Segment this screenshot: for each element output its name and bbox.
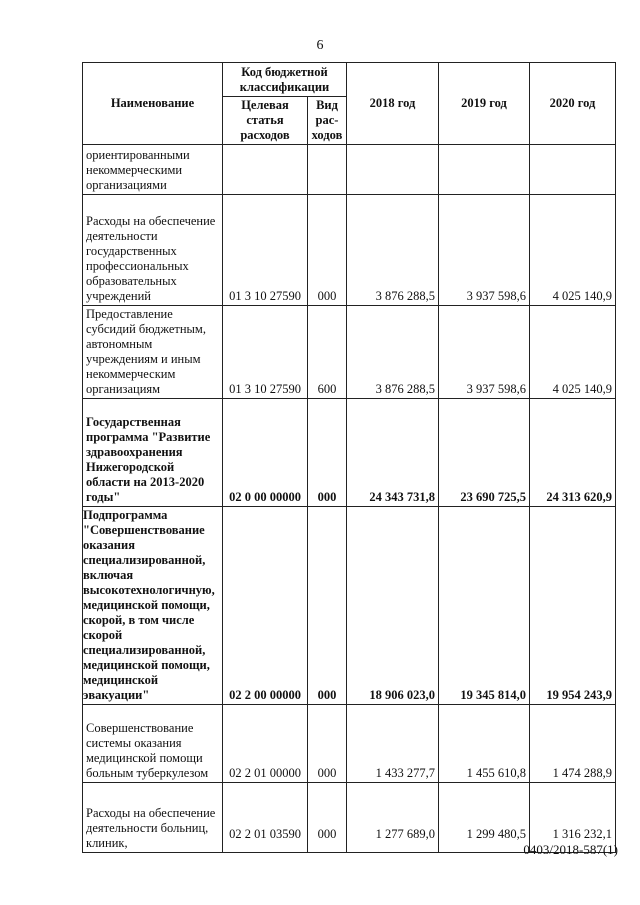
table-row xyxy=(83,399,616,507)
header-2018: 2018 год xyxy=(347,63,439,145)
row-target-article: 02 0 00 00000 xyxy=(223,399,308,507)
row-name: Подпрограмма "Совершенствование оказания специализированной, включая высокотехнологичную, медицинской помощи, скорой, в том числе скорой специализированной, медицинской помощи, медицинской эвакуации" xyxy=(83,507,223,705)
row-value-2018 xyxy=(347,145,439,195)
row-value-2020: 4 025 140,9 xyxy=(530,306,616,399)
row-target-article: 02 2 01 03590 xyxy=(223,783,308,853)
row-value-2018: 1 277 689,0 xyxy=(347,783,439,853)
table-row xyxy=(83,195,616,306)
row-value-2019: 1 455 610,8 xyxy=(439,705,530,783)
row-target-article: 02 2 01 00000 xyxy=(223,705,308,783)
row-expense-type: 000 xyxy=(308,195,347,306)
row-value-2019: 3 937 598,6 xyxy=(439,306,530,399)
document-code: 0403/2018-587(1) xyxy=(523,842,618,857)
row-expense-type: 000 xyxy=(308,507,347,705)
row-value-2019: 19 345 814,0 xyxy=(439,507,530,705)
row-value-2019 xyxy=(439,145,530,195)
header-target-article: Целевая статья расходов xyxy=(223,97,308,145)
row-value-2020 xyxy=(530,145,616,195)
row-expense-type: 000 xyxy=(308,783,347,853)
row-name: Совершенствование системы оказания медицинской помощи больным туберкулезом xyxy=(83,705,223,783)
row-target-article: 01 3 10 27590 xyxy=(223,306,308,399)
table-row xyxy=(83,306,616,399)
row-expense-type: 600 xyxy=(308,306,347,399)
row-expense-type: 000 xyxy=(308,705,347,783)
table-row xyxy=(83,507,616,705)
header-budget-code-group: Код бюджетной классификации xyxy=(223,63,347,97)
row-value-2020: 1 474 288,9 xyxy=(530,705,616,783)
row-name: Предоставление субсидий бюджетным, автономным учреждениям и иным некоммерческим организациям xyxy=(83,306,223,399)
row-value-2019: 1 299 480,5 xyxy=(439,783,530,853)
page-number: 6 xyxy=(316,38,324,53)
row-value-2018: 3 876 288,5 xyxy=(347,306,439,399)
row-value-2020: 1 316 232,1 xyxy=(530,783,616,853)
header-2020: 2020 год xyxy=(530,63,616,145)
row-value-2020: 4 025 140,9 xyxy=(530,195,616,306)
header-2019: 2019 год xyxy=(439,63,530,145)
row-expense-type xyxy=(308,145,347,195)
budget-table xyxy=(82,62,616,853)
row-name: ориентированными некоммерческими организациями xyxy=(83,145,223,195)
header-expense-type: Вид рас-ходов xyxy=(308,97,347,145)
table-row xyxy=(83,705,616,783)
row-target-article: 01 3 10 27590 xyxy=(223,195,308,306)
row-target-article xyxy=(223,145,308,195)
row-name: Расходы на обеспечение деятельности больниц, клиник, xyxy=(83,783,223,853)
row-value-2020: 19 954 243,9 xyxy=(530,507,616,705)
row-value-2020: 24 313 620,9 xyxy=(530,399,616,507)
row-value-2018: 24 343 731,8 xyxy=(347,399,439,507)
row-expense-type: 000 xyxy=(308,399,347,507)
row-value-2019: 23 690 725,5 xyxy=(439,399,530,507)
row-target-article: 02 2 00 00000 xyxy=(223,507,308,705)
row-value-2018: 3 876 288,5 xyxy=(347,195,439,306)
row-name: Государственная программа "Развитие здравоохранения Нижегородской области на 2013-2020 годы" xyxy=(83,399,223,507)
row-value-2019: 3 937 598,6 xyxy=(439,195,530,306)
row-value-2018: 1 433 277,7 xyxy=(347,705,439,783)
row-name: Расходы на обеспечение деятельности государственных профессиональных образовательных учреждений xyxy=(83,195,223,306)
header-name: Наименование xyxy=(83,63,223,145)
row-value-2018: 18 906 023,0 xyxy=(347,507,439,705)
table-row xyxy=(83,145,616,195)
